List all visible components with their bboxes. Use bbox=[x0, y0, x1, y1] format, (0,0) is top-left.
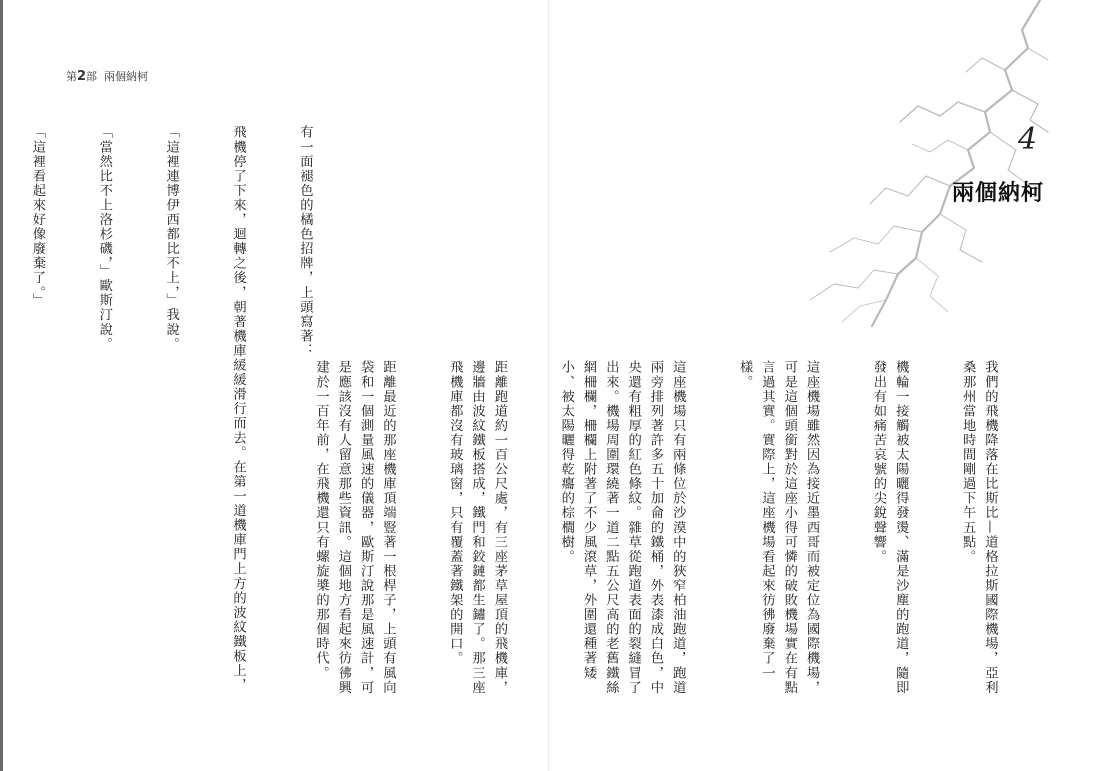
right-paragraph: 機輪一接觸被太陽曬得發燙、滿是沙塵的跑道，隨即發出有如痛苦哀號的尖銳聲響。 bbox=[870, 360, 909, 695]
chapter-title: 兩個納柯 bbox=[952, 180, 1045, 206]
right-page-text-block bbox=[265, 360, 1045, 695]
left-paragraph: 有一面褪色的橘色招牌，上頭寫著： bbox=[297, 125, 313, 358]
lightning-decoration bbox=[790, 0, 1050, 330]
right-paragraph: 我們的飛機降落在比斯比—道格拉斯國際機場，亞利桑那州當地時間剛過下午五點。 bbox=[960, 360, 998, 695]
left-paragraph: 「這裡連博伊西都比不上，」我說。 bbox=[163, 125, 179, 352]
part-number: 2 bbox=[77, 69, 87, 84]
part-suffix: 部 bbox=[86, 70, 98, 83]
chapter-number: 4 bbox=[1018, 122, 1038, 157]
right-page-body bbox=[313, 360, 1045, 695]
left-paragraph: 飛機停了下來，迴轉之後，朝著機庫緩緩滑行而去。在第一道機庫門上方的波紋鐵板上， bbox=[230, 125, 246, 693]
right-paragraph: 這座機場雖然因為接近墨西哥而被定位為國際機場，可是這個頭銜對於這座小得可憐的破敗機場實在有點言過其實。實際上，這座機場看起來彷彿廢棄了一樣。 bbox=[737, 360, 820, 695]
part-title: 兩個納柯 bbox=[104, 70, 149, 83]
right-paragraph: 這座機場只有兩條位於沙漠中的狹窄柏油跑道，跑道兩旁排列著許多五十加侖的鐵桶，外表漆成白色，中央還有粗厚的紅色條紋。雜草從跑道表面的裂縫冒了出來。機場周圍環繞著一道二點五公尺高的老舊鐵絲網柵欄，柵欄上附著了不少風滾草，外圍還種著矮小、被太陽曬得乾癟的棕櫚樹。 bbox=[558, 360, 686, 695]
left-paragraph: 「這裡看起來好像廢棄了。」 bbox=[29, 125, 45, 308]
running-header bbox=[66, 68, 148, 84]
right-paragraph: 距離最近的那座機庫頂端豎著一根桿子，上頭有風向袋和一個測量風速的儀器，歐斯汀說那是風速計，可是應該沒有人留意那些資訊。這個地方看起來彷彿興建於一百年前，在飛機還只有螺旋槳的那個時代。 bbox=[313, 360, 396, 695]
right-paragraph: 距離跑道約一百公尺處，有三座茅草屋頂的飛機庫，邊牆由波紋鐵板搭成，鐵門和鉸鏈都生鏽了。那三座飛機庫都沒有玻璃窗，只有覆蓋著鐵架的開口。 bbox=[447, 360, 507, 695]
part-prefix: 第 bbox=[66, 70, 77, 83]
left-paragraph: 「當然比不上洛杉磯，」歐斯汀說。 bbox=[96, 125, 112, 352]
